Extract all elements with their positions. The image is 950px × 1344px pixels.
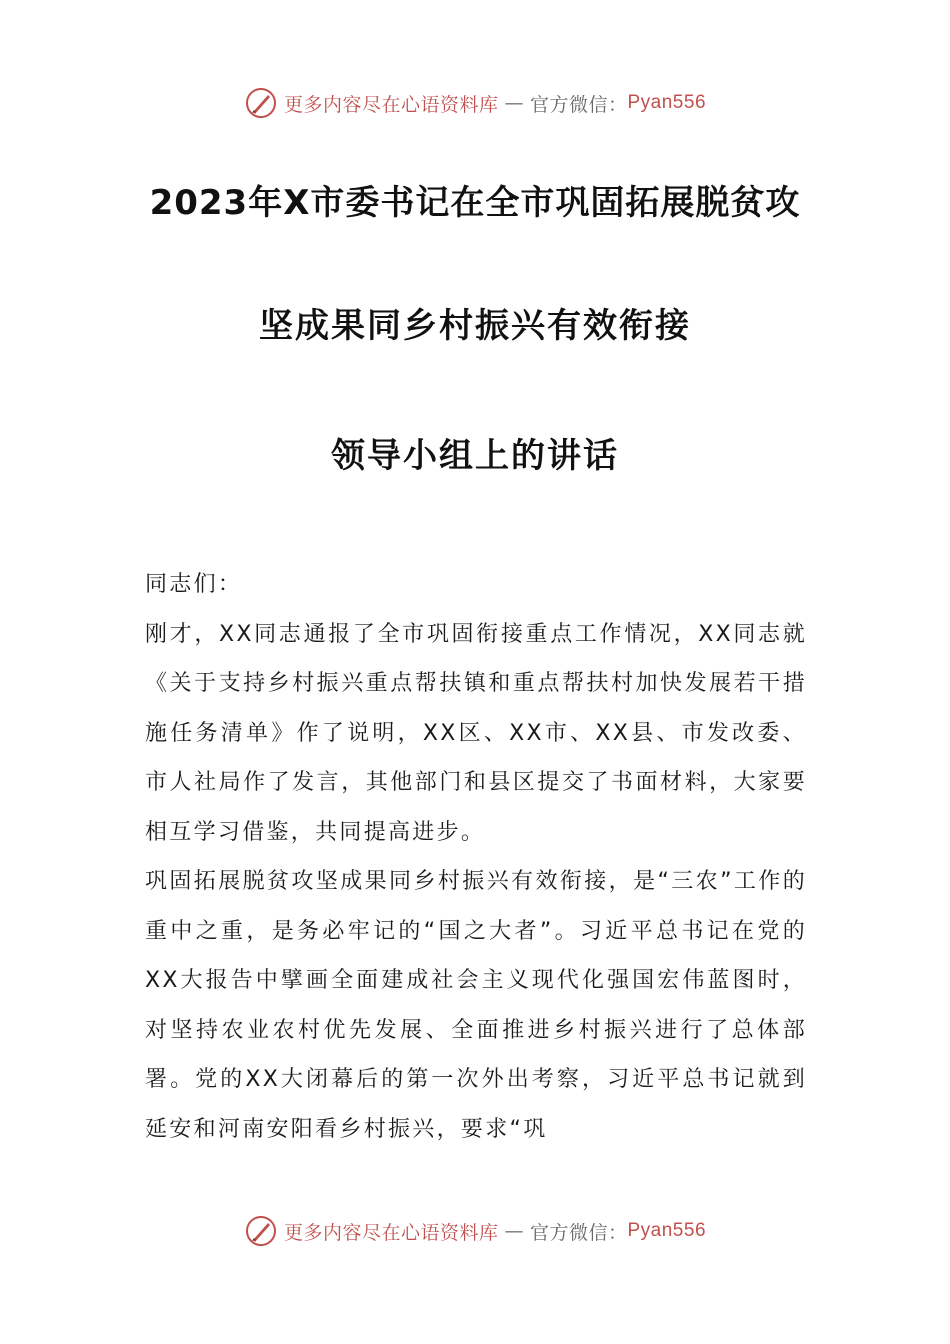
- watermark-contact-label: 官方微信：: [529, 93, 628, 116]
- quill-pen-circle-icon: [244, 1214, 278, 1248]
- paragraph-2: 巩固拓展脱贫攻坚成果同乡村振兴有效衔接，是“三农”工作的重中之重，是务必牢记的“国之大者”。习近平总书记在党的XX大报告中擘画全面建成社会主义现代化强国宏伟蓝图时，对坚持农业农村优先发展、全面推进乡村振兴进行了总体部署。党的XX大闭幕后的第一次外出考察，习近平总书记就到延安和河南安阳看乡村振兴，要求“巩: [145, 869, 807, 1142]
- document-title-line-1: 2023年X市委书记在全市巩固拓展脱贫攻: [149, 183, 801, 223]
- watermark-footer: [0, 1211, 950, 1251]
- paragraph-1: 刚才，XX同志通报了全市巩固衔接重点工作情况，XX同志就《关于支持乡村振兴重点帮扶镇和重点帮扶村加快发展若干措施任务清单》作了说明，XX区、XX市、XX县、市发改委、市人社局作了发言，其他部门和县区提交了书面材料，大家要相互学习借鉴，共同提高进步。: [145, 621, 807, 845]
- watermark-main-text: 更多内容尽在心语资料库: [283, 93, 499, 116]
- quill-pen-circle-icon: [244, 86, 278, 120]
- watermark-separator: —: [504, 1220, 524, 1242]
- salutation: 同志们：: [145, 572, 243, 597]
- watermark-separator: —: [504, 92, 524, 114]
- document-body: [145, 560, 807, 1154]
- watermark-header: [0, 83, 950, 123]
- watermark-main-text: 更多内容尽在心语资料库: [283, 1221, 499, 1244]
- watermark-contact-label: 官方微信：: [529, 1221, 628, 1244]
- watermark-contact-value: Pyan556: [627, 92, 707, 113]
- document-title-line-2: 坚成果同乡村振兴有效衔接: [259, 306, 691, 346]
- document-title-line-3: 领导小组上的讲话: [331, 436, 619, 476]
- watermark-contact-value: Pyan556: [627, 1220, 707, 1241]
